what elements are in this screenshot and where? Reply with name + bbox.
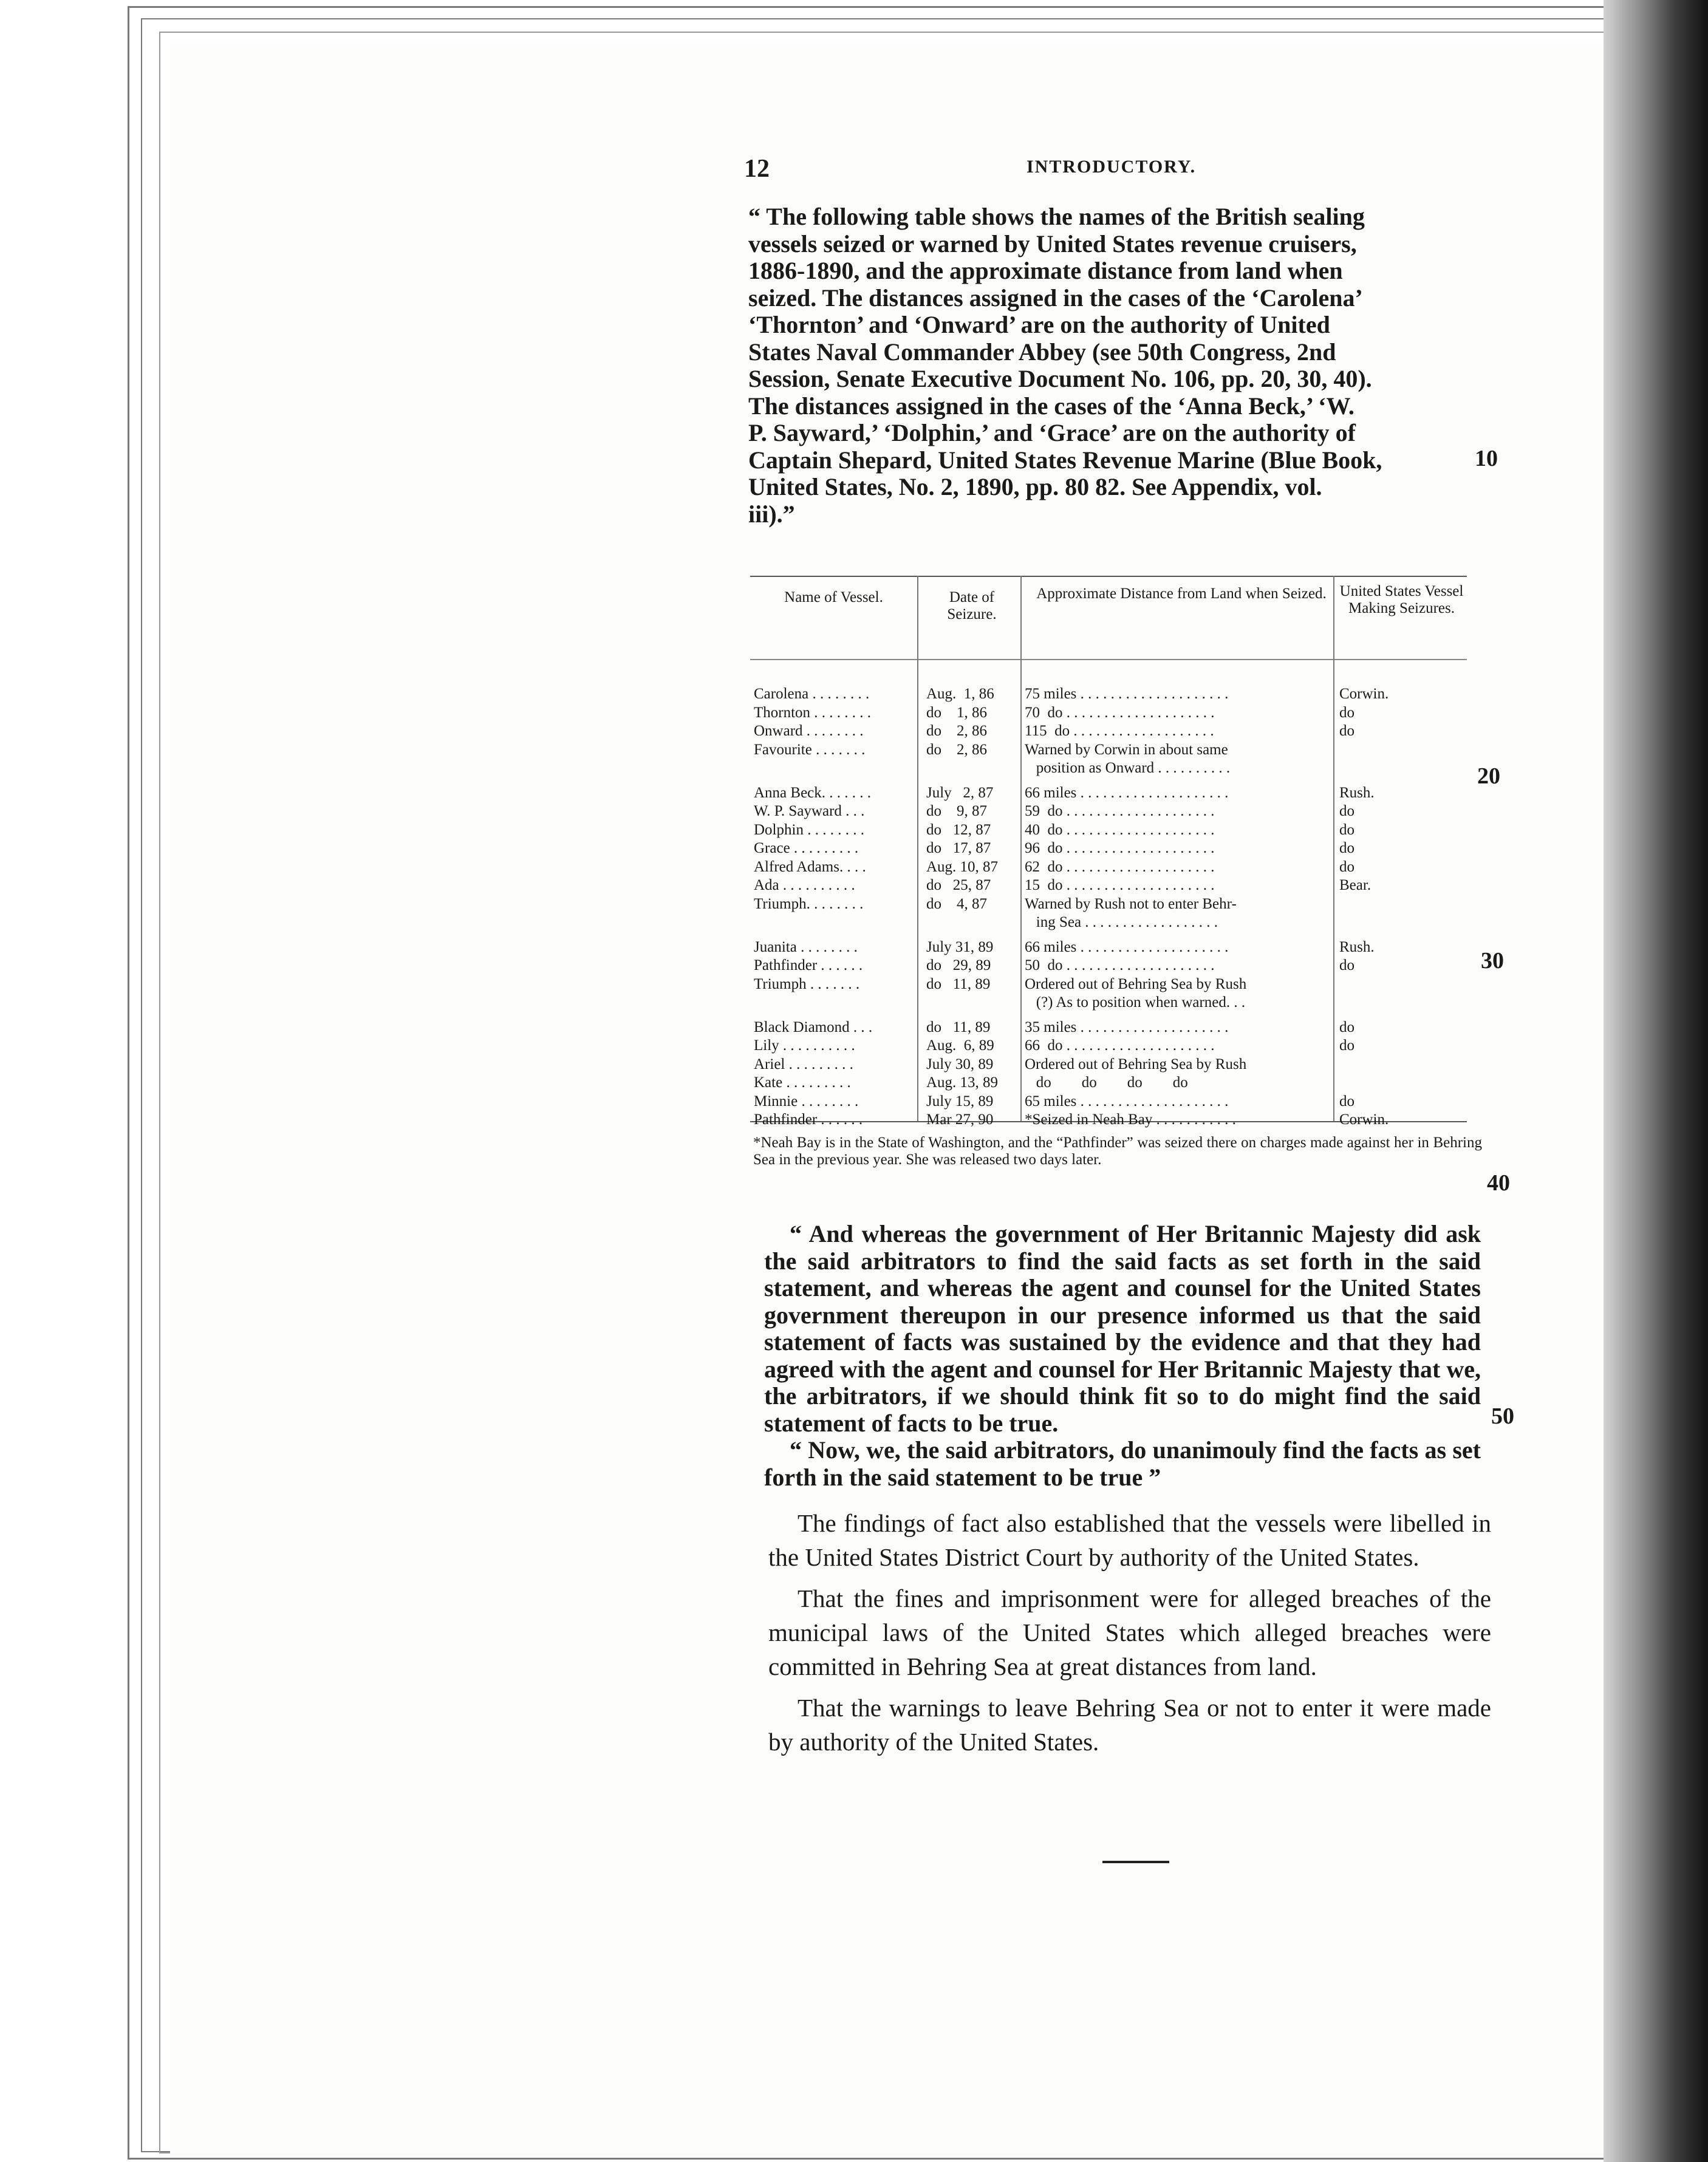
cell-vessel-name: Thornton . . . . . . . . xyxy=(754,704,872,721)
table-footnote: *Neah Bay is in the State of Washington, and the “Pathfinder” was seized there on charges made against her in Behring Sea in the previous year. She was released two days later. xyxy=(753,1134,1482,1168)
table-row xyxy=(750,822,1467,838)
cell-seizure-date: Aug. 1, 86 xyxy=(926,686,994,702)
quote-paragraph: “ And whereas the government of Her Britannic Majesty did ask the said arbitrators to find the said facts as set forth in the said statement, and whereas the agent and counsel for the United States government thereupon in our presence informed us that the said statement of facts was sustained by the evidence and that they had agreed with the agent and counsel for Her Britannic Majesty that we, the arbitrators, if we should think fit so to do might find the said statement of facts to be true. xyxy=(764,1220,1481,1437)
cell-vessel-name: Juanita . . . . . . . . xyxy=(754,939,858,955)
cell-distance: 66 do . . . . . . . . . . . . . . . . . . . . xyxy=(1025,1038,1215,1054)
cell-distance: 96 do . . . . . . . . . . . . . . . . . . . . xyxy=(1025,841,1215,856)
table-row xyxy=(750,977,1467,992)
table-row xyxy=(750,803,1467,819)
cell-distance: 62 do . . . . . . . . . . . . . . . . . . . . xyxy=(1025,859,1215,875)
table-row xyxy=(750,995,1467,1011)
cell-distance: ing Sea . . . . . . . . . . . . . . . . . . xyxy=(1025,915,1218,930)
cell-us-vessel: Corwin. xyxy=(1339,1112,1389,1128)
cell-seizure-date: do 2, 86 xyxy=(926,723,987,739)
intro-line: “ The following table shows the names of the British sealing xyxy=(748,203,1365,230)
cell-us-vessel: do xyxy=(1339,822,1354,838)
intro-line: Session, Senate Executive Document No. 106, pp. 20, 30, 40). xyxy=(748,365,1372,392)
intro-line: ‘Thornton’ and ‘Onward’ are on the authority of United xyxy=(748,311,1330,338)
cell-seizure-date: do 29, 89 xyxy=(926,958,991,974)
intro-line: 1886-1890, and the approximate distance from land when xyxy=(748,257,1343,284)
cell-vessel-name: Pathfinder . . . . . . xyxy=(754,1112,863,1128)
table-row xyxy=(750,760,1467,776)
binding-shadow xyxy=(1604,0,1708,2162)
cell-seizure-date: do 11, 89 xyxy=(926,976,991,992)
cell-seizure-date: do 17, 87 xyxy=(926,841,991,856)
cell-distance: do do do do xyxy=(1025,1075,1188,1091)
cell-vessel-name: Ada . . . . . . . . . . xyxy=(754,878,855,893)
cell-vessel-name: Favourite . . . . . . . xyxy=(754,742,866,758)
cell-distance: 15 do . . . . . . . . . . . . . . . . . . . . xyxy=(1025,878,1215,893)
header-name: Name of Vessel. xyxy=(784,589,883,605)
cell-distance: Ordered out of Behring Sea by Rush xyxy=(1025,976,1247,992)
cell-us-vessel: do xyxy=(1339,1038,1354,1054)
cell-vessel-name: Dolphin . . . . . . . . xyxy=(754,822,864,838)
cell-seizure-date: Aug. 13, 89 xyxy=(926,1075,999,1091)
table-top-rule xyxy=(750,576,1467,577)
table-row xyxy=(750,896,1467,912)
cell-distance: 40 do . . . . . . . . . . . . . . . . . . . . xyxy=(1025,822,1215,838)
cell-vessel-name: Alfred Adams. . . . xyxy=(754,859,866,875)
cell-vessel-name: Minnie . . . . . . . . xyxy=(754,1093,859,1110)
cell-us-vessel: do xyxy=(1339,1019,1354,1035)
cell-distance: 66 miles . . . . . . . . . . . . . . . . . . . . xyxy=(1025,785,1229,801)
cell-vessel-name: Triumph . . . . . . . xyxy=(754,976,860,992)
table-row xyxy=(750,723,1467,739)
intro-line: vessels seized or warned by United States revenue cruisers, xyxy=(748,230,1357,257)
cell-distance: 70 do . . . . . . . . . . . . . . . . . . . . xyxy=(1025,704,1215,721)
cell-distance: Warned by Rush not to enter Behr- xyxy=(1025,896,1237,912)
line-number-20: 20 xyxy=(1477,763,1500,789)
cell-distance: Ordered out of Behring Sea by Rush xyxy=(1025,1056,1247,1072)
cell-us-vessel: do xyxy=(1339,841,1354,856)
table-row xyxy=(750,841,1467,856)
header-rule xyxy=(750,659,1467,660)
cell-seizure-date: do 4, 87 xyxy=(926,896,987,912)
running-header: INTRODUCTORY. xyxy=(1027,157,1197,177)
cell-us-vessel: Rush. xyxy=(1339,939,1375,955)
table-row xyxy=(750,939,1467,955)
table-row xyxy=(750,958,1467,974)
cell-us-vessel: do xyxy=(1339,859,1354,875)
line-number-50: 50 xyxy=(1491,1403,1514,1429)
closing-text xyxy=(768,1506,1491,1766)
cell-vessel-name: Black Diamond . . . xyxy=(754,1019,873,1035)
line-number-30: 30 xyxy=(1481,948,1504,974)
cell-distance: Warned by Corwin in about same xyxy=(1025,742,1228,758)
cell-vessel-name: Triumph. . . . . . . . xyxy=(754,896,864,912)
header-date: Date of Seizure. xyxy=(947,589,997,622)
closing-paragraph: That the fines and imprisonment were for alleged breaches of the municipal laws of the United States which alleged breaches were committed in Behring Sea at great distances from land. xyxy=(768,1584,1491,1680)
closing-paragraph: The findings of fact also established that the vessels were libelled in the United States District Court by authority of the United States. xyxy=(768,1509,1491,1571)
cell-seizure-date: July 31, 89 xyxy=(926,939,994,955)
arbitrators-quote xyxy=(764,1221,1481,1491)
table-row xyxy=(750,1112,1467,1128)
table-row xyxy=(750,1057,1467,1072)
quote-paragraph: “ Now, we, the said arbitrators, do unanimouly find the facts as set forth in the said statement to be true ” xyxy=(764,1436,1481,1491)
cell-us-vessel: do xyxy=(1339,803,1354,819)
cell-seizure-date: Aug. 10, 87 xyxy=(926,859,999,875)
cell-distance: 35 miles . . . . . . . . . . . . . . . . . . . . xyxy=(1025,1019,1229,1035)
table-row xyxy=(750,915,1467,930)
cell-us-vessel: Rush. xyxy=(1339,785,1375,801)
cell-us-vessel: do xyxy=(1339,1093,1354,1110)
cell-distance: position as Onward . . . . . . . . . . xyxy=(1025,760,1231,776)
table-row xyxy=(750,1075,1467,1091)
header-vessel: United States Vessel Making Seizures. xyxy=(1339,583,1464,616)
line-number-40: 40 xyxy=(1487,1170,1510,1196)
intro-line: United States, No. 2, 1890, pp. 80 82. See Appendix, vol. xyxy=(748,473,1322,500)
table-row xyxy=(750,705,1467,721)
intro-line: seized. The distances assigned in the cases of the ‘Carolena’ xyxy=(748,284,1363,312)
table-row xyxy=(750,686,1467,702)
cell-seizure-date: do 1, 86 xyxy=(926,704,987,721)
closing-paragraph: That the warnings to leave Behring Sea or not to enter it were made by authority of the United States. xyxy=(768,1694,1491,1756)
cell-us-vessel: Bear. xyxy=(1339,878,1372,893)
cell-seizure-date: July 30, 89 xyxy=(926,1056,994,1072)
cell-seizure-date: do 9, 87 xyxy=(926,803,987,819)
cell-vessel-name: Onward . . . . . . . . xyxy=(754,723,864,739)
intro-line: States Naval Commander Abbey (see 50th Congress, 2nd xyxy=(748,338,1336,366)
cell-vessel-name: Carolena . . . . . . . . xyxy=(754,686,870,702)
cell-seizure-date: do 25, 87 xyxy=(926,878,991,893)
intro-line: The distances assigned in the cases of the ‘Anna Beck,’ ‘W. xyxy=(748,392,1354,420)
page-number: 12 xyxy=(744,155,770,183)
cell-vessel-name: Grace . . . . . . . . . xyxy=(754,841,859,856)
cell-us-vessel: do xyxy=(1339,723,1354,739)
cell-seizure-date: do 12, 87 xyxy=(926,822,991,838)
cell-vessel-name: Anna Beck. . . . . . . xyxy=(754,785,872,801)
table-row xyxy=(750,1020,1467,1035)
intro-line: iii).” xyxy=(748,500,795,528)
cell-distance: *Seized in Neah Bay . . . . . . . . . . . xyxy=(1025,1112,1236,1128)
cell-vessel-name: Kate . . . . . . . . . xyxy=(754,1075,851,1091)
cell-seizure-date: July 2, 87 xyxy=(926,785,994,801)
table-row xyxy=(750,1038,1467,1054)
intro-quote xyxy=(748,203,1465,528)
intro-line: P. Sayward,’ ‘Dolphin,’ and ‘Grace’ are on the authority of xyxy=(748,419,1356,446)
header-distance: Approximate Distance from Land when Seized. xyxy=(1036,585,1327,602)
table-row xyxy=(750,1094,1467,1110)
cell-us-vessel: Corwin. xyxy=(1339,686,1389,702)
cell-us-vessel: do xyxy=(1339,958,1354,974)
table-row xyxy=(750,742,1467,758)
cell-distance: 66 miles . . . . . . . . . . . . . . . . . . . . xyxy=(1025,939,1229,955)
cell-seizure-date: Mar 27, 90 xyxy=(926,1112,994,1128)
cell-distance: 65 miles . . . . . . . . . . . . . . . . . . . . xyxy=(1025,1093,1229,1110)
cell-distance: (?) As to position when warned. . . xyxy=(1025,995,1246,1011)
cell-distance: 75 miles . . . . . . . . . . . . . . . . . . . . xyxy=(1025,686,1229,702)
cell-distance: 115 do . . . . . . . . . . . . . . . . . . . xyxy=(1025,723,1214,739)
line-number-10: 10 xyxy=(1475,446,1498,471)
cell-seizure-date: Aug. 6, 89 xyxy=(926,1038,994,1054)
cell-distance: 59 do . . . . . . . . . . . . . . . . . . . . xyxy=(1025,803,1215,819)
cell-us-vessel: do xyxy=(1339,704,1354,721)
cell-seizure-date: do 2, 86 xyxy=(926,742,987,758)
cell-distance: 50 do . . . . . . . . . . . . . . . . . . . . xyxy=(1025,958,1215,974)
cell-vessel-name: Ariel . . . . . . . . . xyxy=(754,1056,853,1072)
table-row xyxy=(750,878,1467,893)
table-row xyxy=(750,859,1467,875)
cell-vessel-name: Pathfinder . . . . . . xyxy=(754,958,863,974)
cell-vessel-name: W. P. Sayward . . . xyxy=(754,803,865,819)
table-row xyxy=(750,785,1467,801)
cell-seizure-date: July 15, 89 xyxy=(926,1093,994,1110)
cell-vessel-name: Lily . . . . . . . . . . xyxy=(754,1038,855,1054)
intro-line: Captain Shepard, United States Revenue Marine (Blue Book, xyxy=(748,446,1382,474)
cell-seizure-date: do 11, 89 xyxy=(926,1019,991,1035)
end-rule xyxy=(1102,1861,1169,1863)
